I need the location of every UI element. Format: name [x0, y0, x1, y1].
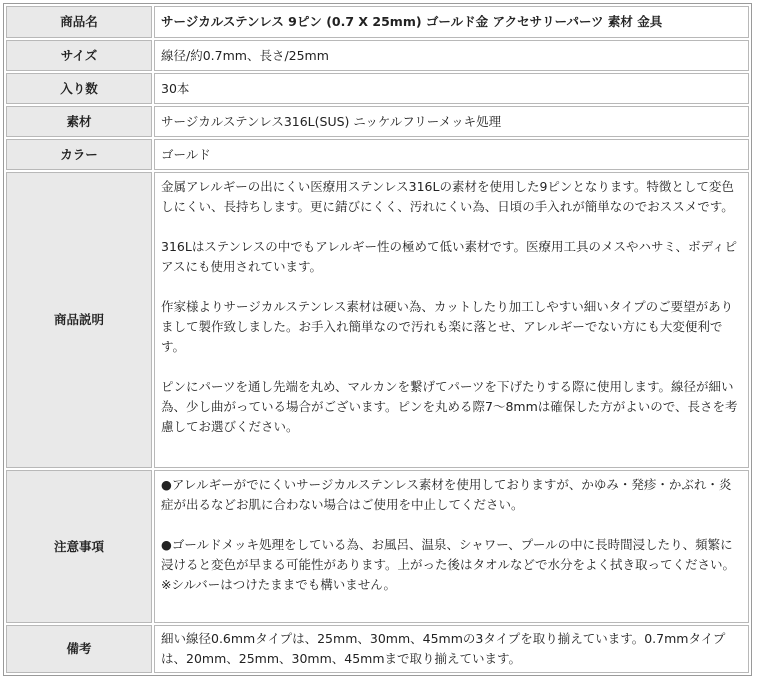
material-value: サージカルステンレス316L(SUS) ニッケルフリーメッキ処理	[154, 106, 749, 137]
row-notes	[6, 470, 749, 623]
product-name-label: 商品名	[6, 6, 152, 38]
color-label: カラー	[6, 139, 152, 170]
description-paragraph: ピンにパーツを通し先端を丸め、マルカンを繋げてパーツを下げたりする際に使用します。線径が細い為、少し曲がっている場合がございます。ピンを丸める際7～8mmは確保した方がよいので、長さを考慮してお選びください。	[161, 379, 738, 434]
remarks-label: 備考	[6, 625, 152, 673]
description-paragraph: 作家様よりサージカルステンレス素材は硬い為、カットしたり加工しやすい細いタイプのご要望がありまして製作致しました。お手入れ簡単なので汚れも楽に落とせ、アレルギーでない方にも大変便利です。	[161, 299, 734, 354]
description-paragraph: 金属アレルギーの出にくい医療用ステンレス316Lの素材を使用した9ピンとなります。特徴として変色しにくい、長持ちします。更に錆びにくく、汚れにくい為、日頃の手入れが簡単なのでおススメです。	[161, 179, 734, 214]
row-size	[6, 40, 749, 71]
description-value	[154, 172, 749, 468]
row-description	[6, 172, 749, 468]
notes-paragraph: ●アレルギーがでにくいサージカルステンレス素材を使用しておりますが、かゆみ・発疹・かぶれ・炎症が出るなどお肌に合わない場合はご使用を中止してください。	[161, 477, 732, 512]
description-label: 商品説明	[6, 172, 152, 468]
quantity-value: 30本	[154, 73, 749, 104]
product-name-value: サージカルステンレス 9ピン (0.7 X 25mm) ゴールド金 アクセサリーパーツ 素材 金具	[154, 6, 749, 38]
row-material	[6, 106, 749, 137]
product-spec-table	[3, 3, 752, 676]
notes-value	[154, 470, 749, 623]
size-label: サイズ	[6, 40, 152, 71]
remarks-value: 細い線径0.6mmタイプは、25mm、30mm、45mmの3タイプを取り揃えています。0.7mmタイプは、20mm、25mm、30mm、45mmまで取り揃えています。	[154, 625, 749, 673]
row-quantity	[6, 73, 749, 104]
description-paragraph: 316Lはステンレスの中でもアレルギー性の極めて低い素材です。医療用工具のメスやハサミ、ボディピアスにも使用されています。	[161, 239, 737, 274]
row-color	[6, 139, 749, 170]
quantity-label: 入り数	[6, 73, 152, 104]
color-value: ゴールド	[154, 139, 749, 170]
material-label: 素材	[6, 106, 152, 137]
notes-label: 注意事項	[6, 470, 152, 623]
size-value: 線径/約0.7mm、長さ/25mm	[154, 40, 749, 71]
notes-paragraph: ●ゴールドメッキ処理をしている為、お風呂、温泉、シャワー、プールの中に長時間浸したり、頻繁に浸けると変色が早まる可能性があります。上がった後はタオルなどで水分をよく拭き取ってください。※シルバーはつけたままでも構いません。	[161, 537, 736, 592]
row-remarks	[6, 625, 749, 673]
row-product-name	[6, 6, 749, 38]
